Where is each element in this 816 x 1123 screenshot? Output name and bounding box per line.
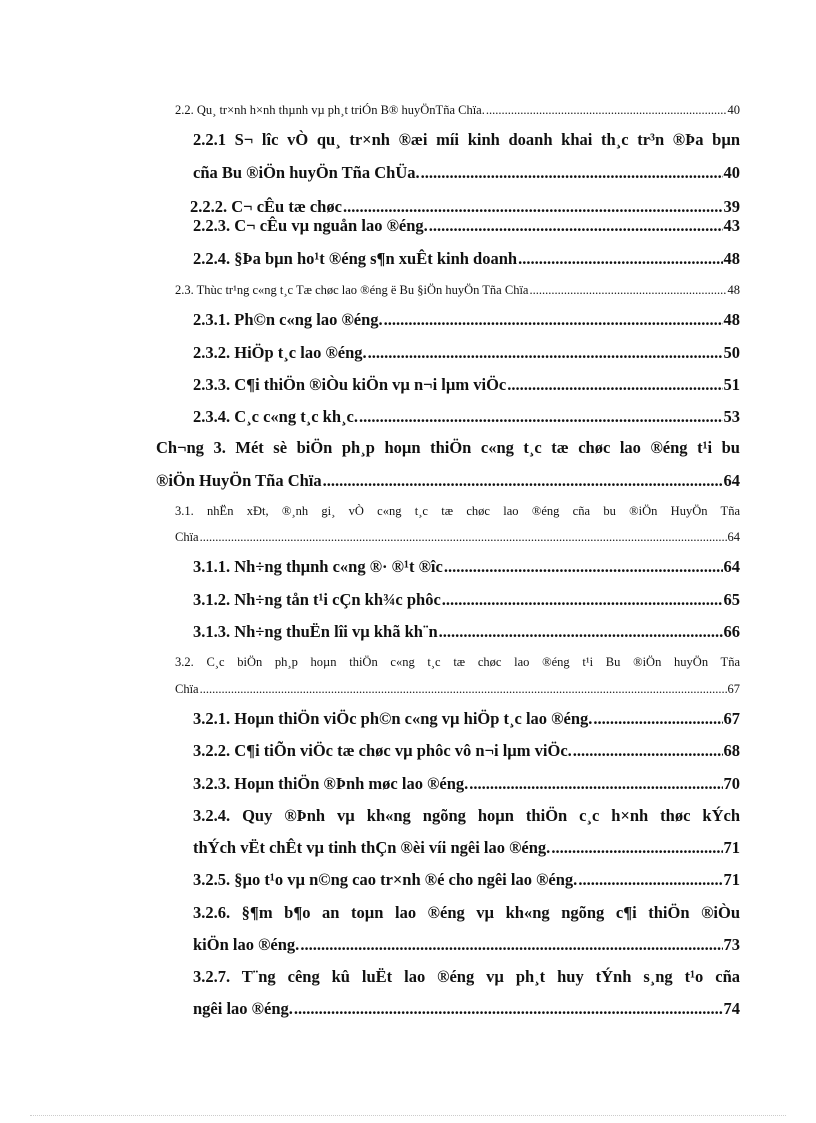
toc-entry-3-1-line1[interactable] <box>175 504 740 519</box>
toc-entry-text: Chïa <box>175 682 199 696</box>
toc-entry-text: 3.2.6. §¶m b¶o an toµn lao ®éng vµ kh«ng ngõng c¶i thiÖn ®iÒu <box>193 903 740 922</box>
toc-page-number: 48 <box>723 310 740 329</box>
toc-page-number: 65 <box>723 590 740 609</box>
toc-page-number: 43 <box>723 216 740 235</box>
toc-entry-2-2-1-line1[interactable] <box>193 130 740 150</box>
toc-entry-2-3-4[interactable] <box>193 407 740 427</box>
toc-page-number: 64 <box>723 557 740 576</box>
toc-entry-text: thÝch vËt chÊt vµ tinh thÇn ®èi víi ngêi lao ®éng. <box>193 838 551 857</box>
toc-page-number: 67 <box>723 709 740 728</box>
toc-page-number: 71 <box>723 838 740 857</box>
toc-dot-leader <box>200 682 727 697</box>
toc-entry-text: 2.3. Thùc tr¹ng c«ng t¸c Tæ chøc lao ®éng ë Bu §iÖn huyÖn Tña Chïa <box>175 283 529 297</box>
toc-entry-text: Chïa <box>175 530 199 544</box>
toc-entry-text: 2.2.4. §Þa bµn ho¹t ®éng s¶n xuÊt kinh doanh <box>193 249 518 268</box>
toc-entry-text: 2.2.1 S¬ lîc vÒ qu¸ tr×nh ®æi míi kinh doanh khai th¸c tr³n ®Þa bµn <box>193 130 740 149</box>
toc-entry-text: 3.2.3. Hoµn thiÖn ®Þnh møc lao ®éng. <box>193 774 469 793</box>
toc-dot-leader <box>573 741 723 761</box>
toc-page-number: 53 <box>723 407 740 426</box>
toc-dot-leader <box>529 283 726 298</box>
toc-dot-leader <box>518 249 722 269</box>
toc-entry-text: 3.1. nhËn xÐt, ®¸nh gi¸ vÒ c«ng t¸c tæ chøc lao ®éng cña bu ®iÖn HuyÖn Tña <box>175 504 740 518</box>
toc-dot-leader <box>343 197 723 217</box>
toc-entry-text: 3.2.2. C¶i tiÕn viÖc tæ chøc vµ phôc vô n¬i lµm viÖc. <box>193 741 572 760</box>
toc-dot-leader <box>384 310 723 330</box>
toc-dot-leader <box>300 935 722 955</box>
toc-dot-leader <box>359 407 723 427</box>
toc-page-number: 73 <box>723 935 740 954</box>
toc-dot-leader <box>507 375 722 395</box>
toc-entry-text: Ch¬ng 3. Mét sè biÖn ph¸p hoµn thiÖn c«ng t¸c tæ chøc lao ®éng t¹i bu <box>156 438 740 457</box>
toc-entry-3-2-6-line1[interactable] <box>193 903 740 923</box>
toc-page-number: 74 <box>723 999 740 1018</box>
toc-page-number: 71 <box>723 870 740 889</box>
toc-page-number: 68 <box>723 741 740 760</box>
toc-entry-text: 3.2. C¸c biÖn ph¸p hoµn thiÖn c«ng t¸c tæ chøc lao ®éng t¹i Bu ®iÖn huyÖn Tña <box>175 655 740 669</box>
toc-dot-leader <box>442 590 723 610</box>
toc-page-number: 48 <box>727 283 740 297</box>
toc-page-number: 48 <box>723 249 740 268</box>
toc-entry-2-2-1-line2[interactable] <box>193 163 740 183</box>
toc-entry-text: 3.2.1. Hoµn thiÖn viÖc ph©n c«ng vµ hiÖp t¸c lao ®éng. <box>193 709 593 728</box>
toc-entry-2-3[interactable] <box>175 283 740 298</box>
toc-entry-3-2-7-line2[interactable] <box>193 999 740 1019</box>
page-bottom-divider <box>30 1115 786 1116</box>
toc-entry-3-2-4-line1[interactable] <box>193 806 740 826</box>
toc-entry-text: 3.1.3. Nh÷ng thuËn lîi vµ khã kh¨n <box>193 622 438 641</box>
toc-entry-text: 2.2. Qu¸ tr×nh h×nh thµnh vµ ph¸t triÓn B® huyÖnTña Chïa. <box>175 103 485 117</box>
toc-entry-text: 2.2.2. C¬ cÊu tæ chøc <box>190 197 342 216</box>
toc-entry-3-2-3[interactable] <box>193 774 740 794</box>
toc-page-number: 40 <box>727 103 740 117</box>
toc-entry-chapter-3-line2[interactable] <box>156 471 740 491</box>
toc-dot-leader <box>444 557 723 577</box>
toc-entry-2-3-3[interactable] <box>193 375 740 395</box>
toc-page-number: 64 <box>723 471 740 490</box>
toc-page-number: 40 <box>723 163 740 182</box>
toc-entry-3-2-4-line2[interactable] <box>193 838 740 858</box>
toc-dot-leader <box>368 343 723 363</box>
toc-entry-3-2-6-line2[interactable] <box>193 935 740 955</box>
toc-dot-leader <box>429 216 723 236</box>
toc-entry-3-1-2[interactable] <box>193 590 740 610</box>
toc-dot-leader <box>578 870 722 890</box>
toc-dot-leader <box>551 838 722 858</box>
toc-entry-text: 2.3.2. HiÖp t¸c lao ®éng. <box>193 343 367 362</box>
toc-entry-2-2[interactable] <box>175 103 740 118</box>
toc-entry-text: 2.3.3. C¶i thiÖn ®iÒu kiÖn vµ n¬i lµm viÖc <box>193 375 507 394</box>
toc-dot-leader <box>294 999 723 1019</box>
toc-entry-2-3-2[interactable] <box>193 343 740 363</box>
toc-entry-3-2-5[interactable] <box>193 870 740 890</box>
toc-entry-text: cña Bu ®iÖn huyÖn Tña ChÜa. <box>193 163 420 182</box>
toc-entry-text: 3.2.7. T¨ng cêng kû luËt lao ®éng vµ ph¸t huy tÝnh s¸ng t¹o cña <box>193 967 740 986</box>
toc-entry-3-2-7-line1[interactable] <box>193 967 740 987</box>
toc-entry-text: 2.2.3. C¬ cÊu vµ nguån lao ®éng. <box>193 216 428 235</box>
toc-entry-2-3-1[interactable] <box>193 310 740 330</box>
toc-dot-leader <box>439 622 723 642</box>
toc-page-number: 66 <box>723 622 740 641</box>
toc-entry-2-2-2[interactable] <box>190 197 740 217</box>
toc-entry-3-1-1[interactable] <box>193 557 740 577</box>
toc-entry-text: 2.3.4. C¸c c«ng t¸c kh¸c. <box>193 407 358 426</box>
toc-entry-text: kiÖn lao ®éng. <box>193 935 300 954</box>
toc-dot-leader <box>469 774 722 794</box>
toc-page-number: 51 <box>723 375 740 394</box>
toc-page-number: 70 <box>723 774 740 793</box>
toc-entry-text: 3.1.2. Nh÷ng tån t¹i cÇn kh¾c phôc <box>193 590 441 609</box>
toc-entry-3-2-line2[interactable] <box>175 682 740 697</box>
toc-entry-chapter-3-line1[interactable] <box>156 438 740 458</box>
toc-entry-2-2-3[interactable] <box>193 216 740 236</box>
toc-dot-leader <box>200 530 727 545</box>
toc-entry-2-2-4[interactable] <box>193 249 740 269</box>
toc-page-number: 50 <box>723 343 740 362</box>
toc-entry-text: ngêi lao ®éng. <box>193 999 293 1018</box>
toc-entry-3-1-line2[interactable] <box>175 530 740 545</box>
toc-dot-leader <box>593 709 722 729</box>
toc-entry-text: 3.2.4. Quy ®Þnh vµ kh«ng ngõng hoµn thiÖn c¸c h×nh thøc kÝch <box>193 806 740 825</box>
toc-entry-3-2-line1[interactable] <box>175 655 740 670</box>
toc-entry-3-2-1[interactable] <box>193 709 740 729</box>
toc-entry-text: 3.1.1. Nh÷ng thµnh c«ng ®· ®¹t ®îc <box>193 557 443 576</box>
toc-entry-3-2-2[interactable] <box>193 741 740 761</box>
toc-dot-leader <box>323 471 723 491</box>
toc-dot-leader <box>486 103 727 118</box>
toc-entry-text: 2.3.1. Ph©n c«ng lao ®éng. <box>193 310 383 329</box>
toc-page-number: 39 <box>723 197 740 216</box>
toc-page-number: 67 <box>727 682 740 696</box>
toc-page-number: 64 <box>727 530 740 544</box>
toc-entry-text: ®iÖn HuyÖn Tña Chïa <box>156 471 322 490</box>
toc-entry-text: 3.2.5. §µo t¹o vµ n©ng cao tr×nh ®é cho ngêi lao ®éng. <box>193 870 578 889</box>
toc-dot-leader <box>421 163 723 183</box>
toc-entry-3-1-3[interactable] <box>193 622 740 642</box>
